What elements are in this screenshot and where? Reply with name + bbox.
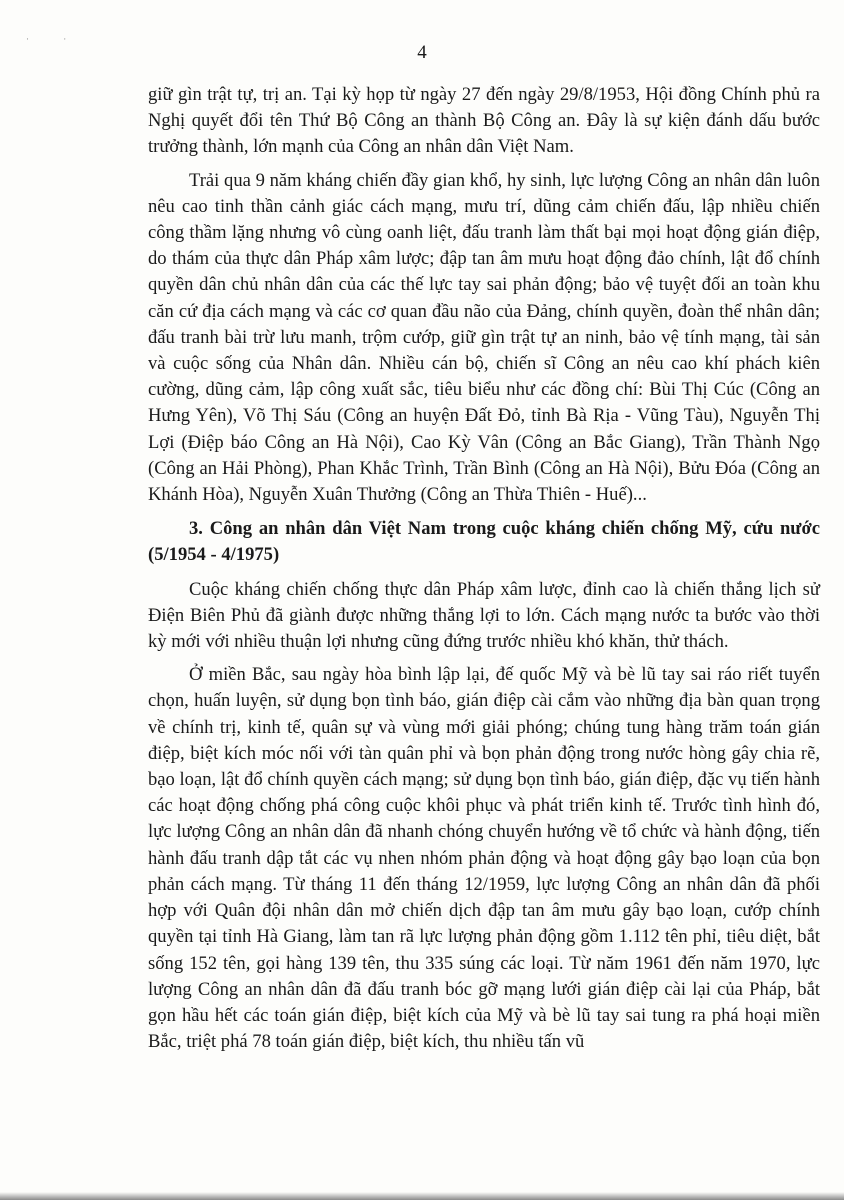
paragraph: Cuộc kháng chiến chống thực dân Pháp xâm lược, đỉnh cao là chiến thắng lịch sử Điện Biên Phủ đã giành được những thắng lợi to lớn. Cách mạng nước ta bước vào thời kỳ mới với nhiều thuận lợi nhưng cũng đứng trước nhiều khó khăn, thử thách. <box>148 578 820 653</box>
page-number: 4 <box>417 42 427 63</box>
scan-bottom-edge <box>0 1192 844 1200</box>
scan-artifact: · · <box>26 34 83 44</box>
paragraph: Ở miền Bắc, sau ngày hòa bình lập lại, đế quốc Mỹ và bè lũ tay sai ráo riết tuyển chọn, huấn luyện, sử dụng bọn tình báo, gián điệp cài cắm vào những địa bàn quan trọng về chính trị, kinh tế, quân sự và vùng mới giải phóng; chúng tung hàng trăm toán gián điệp, biệt kích móc nối với tàn quân phỉ và bọn phản động trong nước hòng gây chia rẽ, bạo loạn, lật đổ chính quyền cách mạng; sử dụng bọn tình báo, gián điệp, đặc vụ tiến hành các hoạt động chống phá công cuộc khôi phục và phát triển kinh tế. Trước tình hình đó, lực lượng Công an nhân dân đã nhanh chóng chuyển hướng về tổ chức và hành động, tiến hành đấu tranh dập tắt các vụ nhen nhóm phản động và hoạt động gây bạo loạn của bọn phản cách mạng. Từ tháng 11 đến tháng 12/1959, lực lượng Công an nhân dân đã phối hợp với Quân đội nhân dân mở chiến dịch đập tan âm mưu gây bạo loạn, cướp chính quyền tại tỉnh Hà Giang, làm tan rã lực lượng phản động gồm 1.112 tên phỉ, tiêu diệt, bắt sống 152 tên, gọi hàng 139 tên, thu 335 súng các loại. Từ năm 1961 đến năm 1970, lực lượng Công an nhân dân đã đấu tranh bóc gỡ mạng lưới gián điệp cài lại của Pháp, bắt gọn hầu hết các toán gián điệp, biệt kích của Mỹ và bè lũ tay sai tung ra phá hoại miền Bắc, triệt phá 78 toán gián điệp, biệt kích, thu nhiều tấn vũ <box>148 664 820 1053</box>
document-body <box>148 82 820 1055</box>
paragraph: Trải qua 9 năm kháng chiến đầy gian khổ, hy sinh, lực lượng Công an nhân dân luôn nêu cao tinh thần cảnh giác cách mạng, mưu trí, dũng cảm chiến đấu, lập nhiều chiến công thầm lặng nhưng vô cùng oanh liệt, đấu tranh làm thất bại mọi hoạt động gián điệp, do thám của thực dân Pháp xâm lược; đập tan âm mưu hoạt động đảo chính, lật đổ chính quyền dân chủ nhân dân của các thế lực tay sai phản động; bảo vệ tuyệt đối an toàn khu căn cứ địa cách mạng và các cơ quan đầu não của Đảng, chính quyền, đoàn thể nhân dân; đấu tranh bài trừ lưu manh, trộm cướp, giữ gìn trật tự an ninh, bảo vệ tính mạng, tài sản và cuộc sống của Nhân dân. Nhiều cán bộ, chiến sĩ Công an nêu cao khí phách kiên cường, dũng cảm, lập công xuất sắc, tiêu biểu như các đồng chí: Bùi Thị Cúc (Công an Hưng Yên), Võ Thị Sáu (Công an huyện Đất Đỏ, tỉnh Bà Rịa - Vũng Tàu), Nguyễn Thị Lợi (Điệp báo Công an Hà Nội), Cao Kỳ Vân (Công an Bắc Giang), Trần Thành Ngọ (Công an Hải Phòng), Phan Khắc Trình, Trần Bình (Công an Hà Nội), Bửu Đóa (Công an Khánh Hòa), Nguyễn Xuân Thưởng (Công an Thừa Thiên - Huế)... <box>148 169 820 506</box>
section-heading: 3. Công an nhân dân Việt Nam trong cuộc kháng chiến chống Mỹ, cứu nước (5/1954 - 4/1975) <box>148 518 820 566</box>
paragraph: giữ gìn trật tự, trị an. Tại kỳ họp từ ngày 27 đến ngày 29/8/1953, Hội đồng Chính phủ ra Nghị quyết đổi tên Thứ Bộ Công an thành Bộ Công an. Đây là sự kiện đánh dấu bước trưởng thành, lớn mạnh của Công an nhân dân Việt Nam. <box>148 84 820 158</box>
